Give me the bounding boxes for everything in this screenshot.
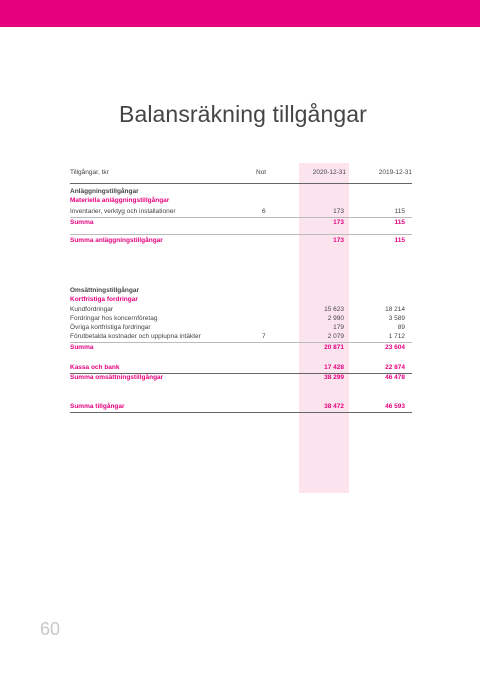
row-value-2020: 15 623 xyxy=(324,306,344,313)
row-value-2020: 2 990 xyxy=(327,315,344,322)
table-row-total xyxy=(70,402,412,412)
row-value-2020: 2 079 xyxy=(327,333,344,340)
table-row xyxy=(70,236,412,246)
table-row xyxy=(70,196,412,206)
row-value-2019: 115 xyxy=(394,208,405,215)
row-value-2019: 23 604 xyxy=(385,344,405,351)
table-row xyxy=(70,295,412,305)
row-value-2020: 38 299 xyxy=(324,374,344,381)
table-row xyxy=(70,207,412,217)
row-label: Materiella anläggningstillgångar xyxy=(70,197,170,204)
row-note: 6 xyxy=(262,208,266,215)
header-note: Not xyxy=(256,169,267,176)
page-title: Balansräkning tillgångar xyxy=(119,101,367,127)
header-label: Tillgångar, tkr xyxy=(70,169,109,176)
row-label: Summa xyxy=(70,219,94,226)
row-label: Summa xyxy=(70,344,94,351)
row-label: Kortfristiga fordringar xyxy=(70,296,138,303)
row-value-2020: 179 xyxy=(333,324,344,331)
row-value-2020: 173 xyxy=(333,219,344,226)
row-value-2019: 46 593 xyxy=(385,403,405,410)
row-value-2020: 173 xyxy=(333,237,344,244)
row-label: Summa tillgångar xyxy=(70,403,125,410)
row-label: Summa anläggningstillgångar xyxy=(70,237,163,244)
page-number: 60 xyxy=(40,619,61,639)
row-label: Summa omsättningstillgångar xyxy=(70,374,164,381)
row-value-2019: 1 712 xyxy=(388,333,405,340)
total-rule xyxy=(70,412,412,413)
top-accent-bar xyxy=(0,0,480,27)
row-value-2020: 38 472 xyxy=(324,403,344,410)
row-label: Anläggningstillgångar xyxy=(70,188,139,195)
row-label: Övriga kortfristiga fordringar xyxy=(70,324,151,331)
header-rule xyxy=(70,183,412,184)
table-row xyxy=(70,332,412,342)
table-header xyxy=(70,168,412,178)
row-note: 7 xyxy=(262,333,266,340)
table-row xyxy=(70,218,412,228)
row-label: Förutbetalda kostnader och upplupna intäkter xyxy=(70,333,201,340)
table-row xyxy=(70,363,412,373)
header-col-2020: 2020-12-31 xyxy=(312,169,346,176)
row-label: Inventarier, verktyg och installationer xyxy=(70,208,176,215)
row-label: Omsättningstillgångar xyxy=(70,287,139,294)
row-value-2019: 3 589 xyxy=(388,315,405,322)
header-col-2019: 2019-12-31 xyxy=(378,169,412,176)
row-value-2019: 18 214 xyxy=(385,306,405,313)
row-value-2019: 22 874 xyxy=(385,364,405,371)
row-label: Kundfordringar xyxy=(70,306,113,313)
row-value-2020: 17 428 xyxy=(324,364,344,371)
row-value-2019: 115 xyxy=(394,237,405,244)
table-row xyxy=(70,343,412,353)
row-value-2019: 46 478 xyxy=(385,374,405,381)
row-value-2019: 115 xyxy=(394,219,405,226)
row-value-2020: 20 871 xyxy=(324,344,344,351)
row-rule xyxy=(70,234,412,235)
row-label: Fordringar hos koncernföretag xyxy=(70,315,158,322)
row-label: Kassa och bank xyxy=(70,364,120,371)
row-value-2020: 173 xyxy=(333,208,344,215)
row-value-2019: 89 xyxy=(397,324,405,331)
table-row xyxy=(70,373,412,383)
